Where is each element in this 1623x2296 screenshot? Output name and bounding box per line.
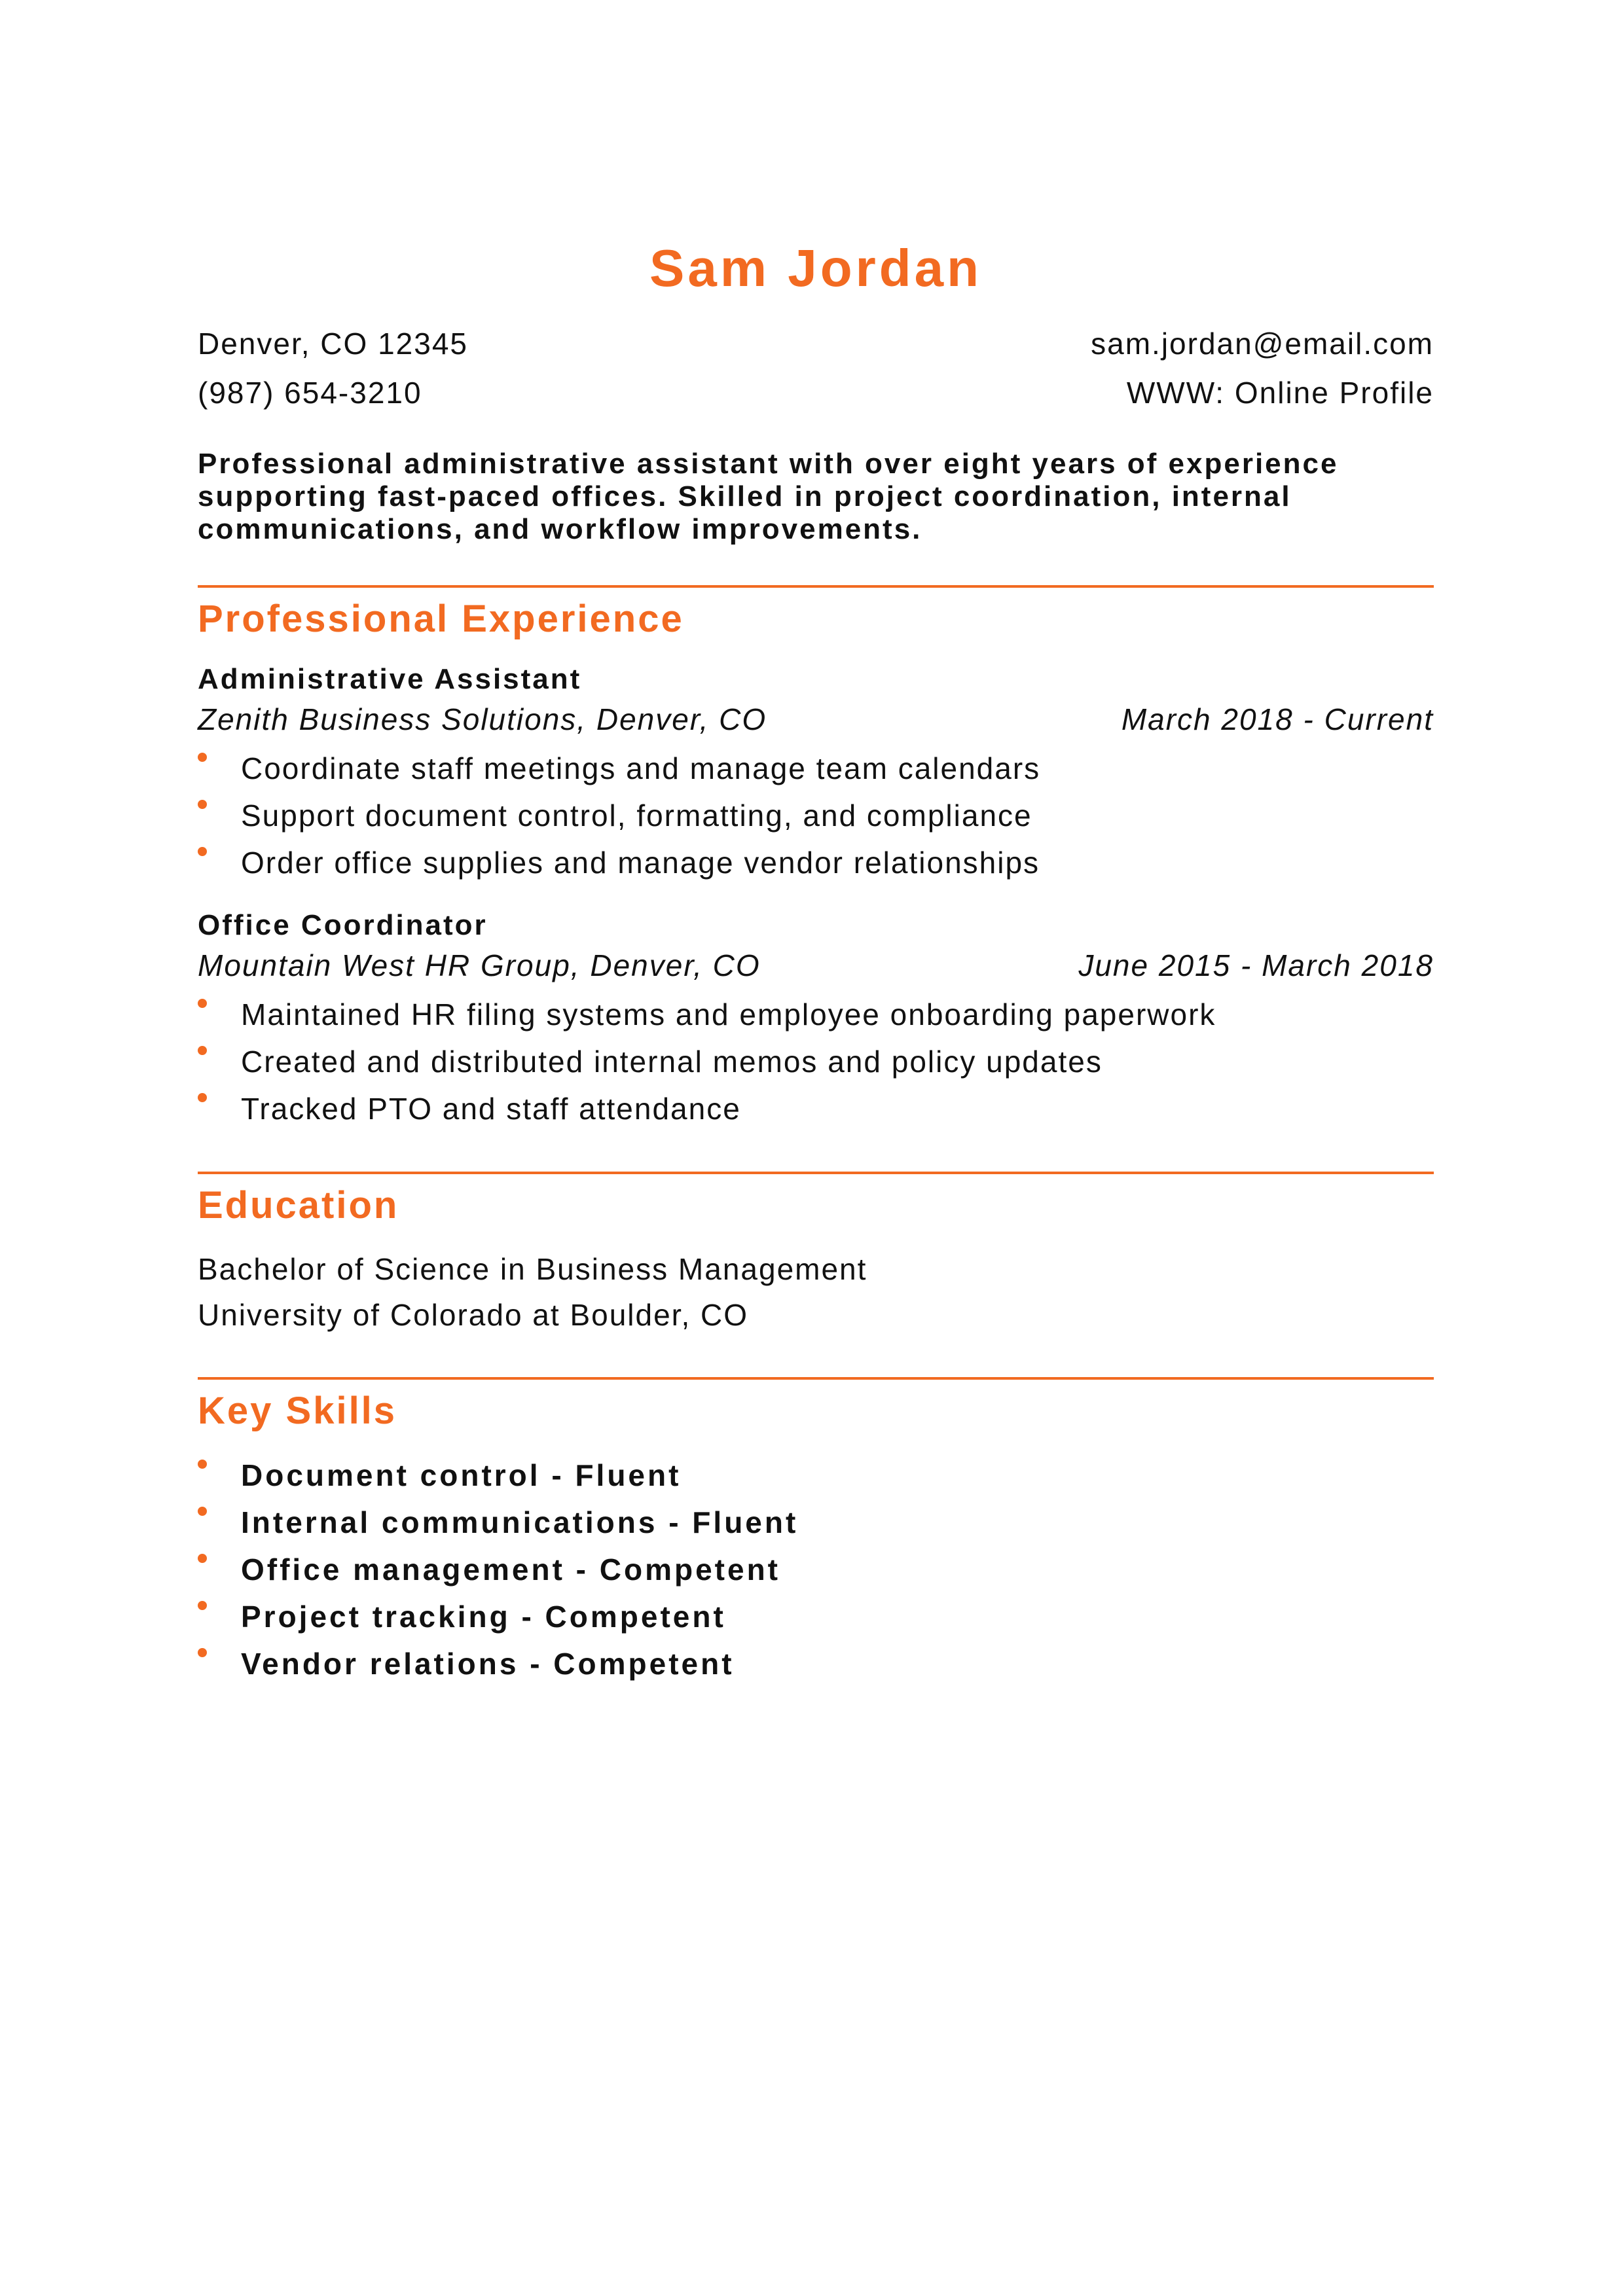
job-entry xyxy=(198,906,1434,1132)
phone-text: (987) 654-3210 xyxy=(198,376,422,410)
job-bullet-text: Tracked PTO and staff attendance xyxy=(241,1092,741,1126)
skill-text: Vendor relations - Competent xyxy=(241,1647,735,1681)
job-bullet-text: Created and distributed internal memos and policy updates xyxy=(241,1045,1103,1079)
job-company: Zenith Business Solutions, Denver, CO xyxy=(198,702,767,736)
candidate-name: Sam Jordan xyxy=(649,239,982,297)
resume-page xyxy=(198,236,1434,1687)
experience-section xyxy=(198,585,1434,1132)
contact-row-2 xyxy=(198,368,1434,418)
skill-item xyxy=(198,1640,1434,1687)
skills-section xyxy=(198,1377,1434,1687)
contact-row-1 xyxy=(198,319,1434,368)
bullet-dot-icon xyxy=(198,1554,207,1563)
job-bullet xyxy=(198,1038,1434,1085)
job-bullet-text: Coordinate staff meetings and manage team calendars xyxy=(241,751,1041,785)
job-title: Administrative Assistant xyxy=(198,663,582,695)
job-bullet-text: Order office supplies and manage vendor relationships xyxy=(241,846,1040,880)
job-bullet xyxy=(198,745,1434,792)
skills-list xyxy=(198,1452,1434,1687)
bullet-dot-icon xyxy=(198,1460,207,1469)
skill-item xyxy=(198,1452,1434,1499)
job-company: Mountain West HR Group, Denver, CO xyxy=(198,948,761,982)
location-text: Denver, CO 12345 xyxy=(198,327,469,361)
job-title: Office Coordinator xyxy=(198,909,488,941)
education-school: University of Colorado at Boulder, CO xyxy=(198,1298,749,1332)
bullet-dot-icon xyxy=(198,999,207,1008)
job-entry xyxy=(198,660,1434,886)
skill-item xyxy=(198,1546,1434,1593)
job-bullet-text: Support document control, formatting, and compliance xyxy=(241,798,1032,833)
job-bullet-text: Maintained HR filing systems and employee onboarding paperwork xyxy=(241,997,1216,1031)
skill-item xyxy=(198,1499,1434,1546)
skills-heading: Key Skills xyxy=(198,1390,397,1432)
job-meta xyxy=(198,945,1434,986)
education-section xyxy=(198,1172,1434,1338)
job-dates: March 2018 - Current xyxy=(1121,702,1434,736)
experience-heading: Professional Experience xyxy=(198,598,684,640)
skill-text: Office management - Competent xyxy=(241,1552,780,1587)
job-bullet xyxy=(198,839,1434,886)
bullet-dot-icon xyxy=(198,1046,207,1055)
skill-text: Project tracking - Competent xyxy=(241,1600,726,1634)
education-heading: Education xyxy=(198,1184,399,1227)
professional-summary: Professional administrative assistant with over eight years of experience supporting fast-paced offices. Skilled in project coordination, internal communications, and workflow improvements. xyxy=(198,448,1339,545)
email-link[interactable]: sam.jordan@email.com xyxy=(1091,327,1434,361)
skill-item xyxy=(198,1593,1434,1640)
job-bullet-list xyxy=(198,991,1434,1132)
job-meta xyxy=(198,699,1434,740)
bullet-dot-icon xyxy=(198,753,207,762)
bullet-dot-icon xyxy=(198,1601,207,1610)
skill-text: Internal communications - Fluent xyxy=(241,1505,799,1539)
website-link[interactable]: WWW: Online Profile xyxy=(1126,376,1434,410)
job-bullet xyxy=(198,991,1434,1038)
bullet-dot-icon xyxy=(198,1093,207,1102)
skill-text: Document control - Fluent xyxy=(241,1458,682,1492)
bullet-dot-icon xyxy=(198,847,207,856)
job-bullet-list xyxy=(198,745,1434,886)
bullet-dot-icon xyxy=(198,1648,207,1657)
job-bullet xyxy=(198,1085,1434,1132)
education-degree: Bachelor of Science in Business Management xyxy=(198,1252,867,1286)
job-bullet xyxy=(198,792,1434,839)
bullet-dot-icon xyxy=(198,1507,207,1516)
job-dates: June 2015 - March 2018 xyxy=(1078,948,1434,982)
bullet-dot-icon xyxy=(198,800,207,809)
